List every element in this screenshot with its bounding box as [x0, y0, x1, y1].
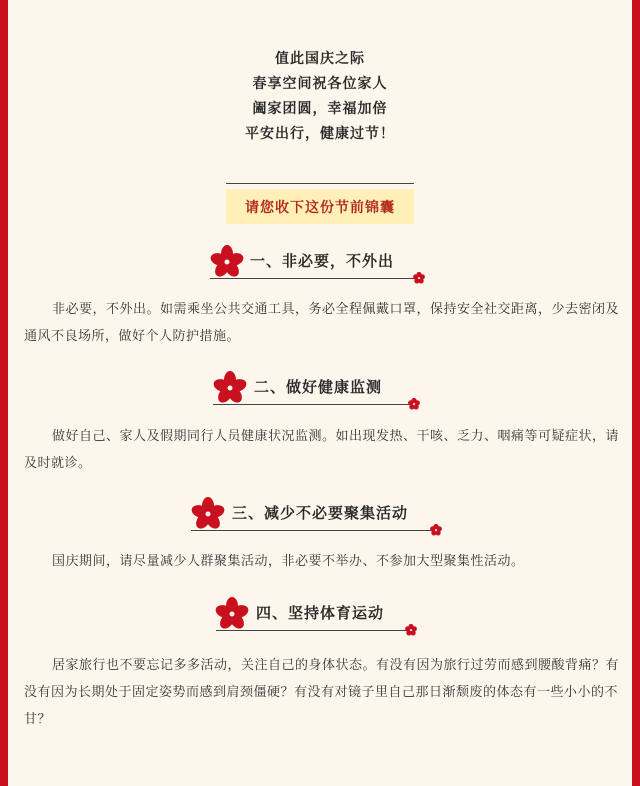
section-2-header [0, 370, 640, 414]
greeting-block [0, 47, 640, 147]
small-blossom-icon [412, 271, 426, 285]
section-2-rule [213, 404, 413, 405]
section-3-body: 国庆期间，请尽量减少人群聚集活动，非必要不举办、不参加大型聚集性活动。 [52, 554, 525, 569]
section-1-title: 一、非必要，不外出 [250, 252, 395, 270]
section-4-rule [216, 630, 410, 631]
small-blossom-icon [407, 397, 421, 411]
banner-title: 请您收下这份节前锦囊 [226, 189, 414, 224]
section-2-body: 做好自己、家人及假期同行人员健康状况监测。如出现发热、干咳、乏力、咽痛等可疑症状，请及时就诊。 [24, 429, 620, 471]
plum-blossom-icon [190, 496, 226, 532]
section-3-header [0, 496, 640, 540]
section-4-body: 居家旅行也不要忘记多多活动，关注自己的身体状态。有没有因为旅行过劳而感到腰酸背痛？有没有因为长期处于固定姿势而感到肩颈僵硬？有没有对镜子里自己那日渐颓废的体态有一些小小的不甘？ [24, 658, 620, 727]
greeting-line-1: 值此国庆之际 [275, 51, 365, 67]
plum-blossom-icon [214, 596, 250, 632]
plum-blossom-icon [209, 244, 245, 280]
greeting-line-4: 平安出行，健康过节！ [245, 126, 395, 142]
banner-top-rule [226, 183, 414, 184]
greeting-line-3: 阖家团圆，幸福加倍 [252, 101, 388, 117]
section-4-header [0, 596, 640, 640]
small-blossom-icon [404, 623, 418, 637]
section-1-header [0, 244, 640, 288]
section-1-rule [210, 278, 418, 279]
plum-blossom-icon [212, 370, 248, 406]
section-3-title: 三、减少不必要聚集活动 [232, 504, 409, 522]
section-4-title: 四、坚持体育运动 [256, 604, 385, 622]
greeting-line-2: 春享空间祝各位家人 [252, 76, 388, 92]
small-blossom-icon [429, 523, 443, 537]
section-2-title: 二、做好健康监测 [254, 378, 383, 396]
section-1-body: 非必要，不外出。如需乘坐公共交通工具，务必全程佩戴口罩，保持安全社交距离，少去密闭及通风不良场所，做好个人防护措施。 [24, 302, 620, 344]
section-3-rule [191, 530, 435, 531]
